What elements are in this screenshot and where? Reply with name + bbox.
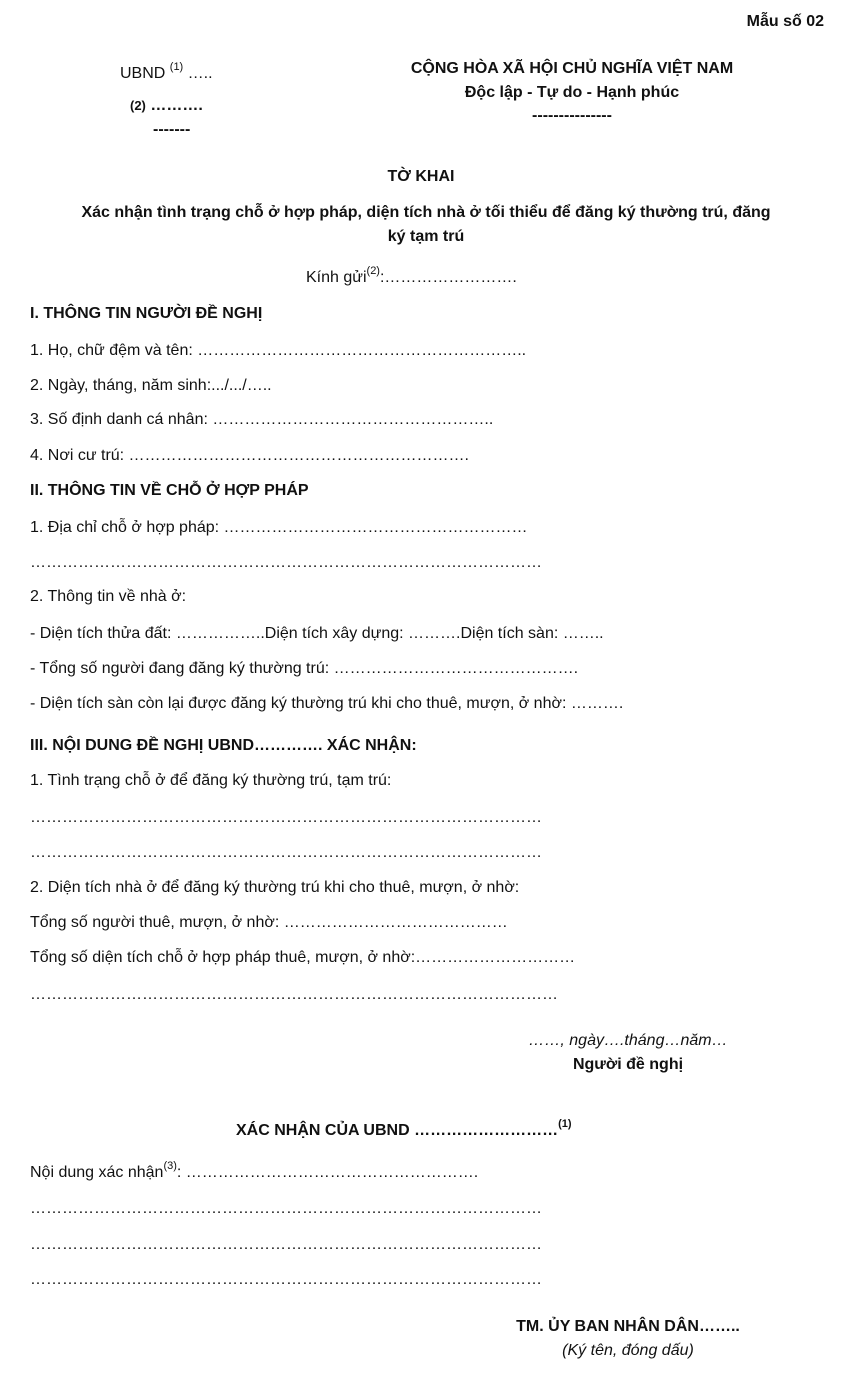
- confirmation-content-line: [30, 1159, 479, 1183]
- requester-signature-label: Người đề nghị: [572, 1056, 684, 1073]
- area-fields: - Diện tích thửa đất: ……………..Diện tích xây dựng: ……….Diện tích sàn: ……..: [30, 625, 604, 642]
- footnote-2-recipient: (2): [366, 264, 380, 277]
- footnote-1: (1): [169, 60, 184, 73]
- section2-heading: II. THÔNG TIN VỀ CHỖ Ở HỢP PHÁP: [30, 482, 309, 499]
- legal-address-field: 1. Địa chỉ chỗ ở hợp pháp: …………………………………………………: [30, 519, 528, 536]
- ubnd-prefix: UBND: [120, 65, 170, 82]
- confirmation-line3: ……………………………………………………………………………………: [30, 1271, 542, 1288]
- ubnd-suffix: …..: [183, 65, 213, 82]
- rental-area-label: 2. Diện tích nhà ở để đăng ký thường trú khi cho thuê, mượn, ở nhờ:: [30, 879, 520, 896]
- birth-date-field: 2. Ngày, tháng, năm sinh:.../.../…..: [30, 377, 272, 394]
- section3-heading: III. NỘI DUNG ĐỀ NGHỊ UBND…………. XÁC NHẬN:: [30, 737, 417, 754]
- footnote-3: (3): [163, 1159, 177, 1172]
- national-motto: Độc lập - Tự do - Hạnh phúc: [464, 84, 680, 101]
- full-name-field: 1. Họ, chữ đệm và tên: ……………………………………………………..: [30, 342, 527, 359]
- document-subtitle-line2: ký tạm trú: [387, 228, 465, 245]
- left-divider: -------: [153, 121, 191, 138]
- footnote-1-confirmation: (1): [558, 1117, 572, 1130]
- document-title: TỜ KHAI: [387, 168, 455, 185]
- recipient-label: Kính gửi: [306, 269, 367, 286]
- personal-id-field: 3. Số định danh cá nhân: ……………………………………………..: [30, 411, 494, 428]
- authority-label: TM. ỦY BAN NHÂN DÂN……..: [516, 1318, 740, 1335]
- form-number: Mẫu số 02: [746, 13, 824, 30]
- confirmation-heading: [236, 1117, 572, 1141]
- footnote-2: (2): [130, 98, 146, 113]
- confirmation-content-placeholder: : ……………………………………………….: [176, 1164, 479, 1181]
- ubnd-line: [120, 60, 213, 84]
- right-divider: ---------------: [532, 107, 612, 124]
- rental-people-field: Tổng số người thuê, mượn, ở nhờ: ……………………………………: [30, 914, 508, 931]
- document-subtitle-line1: Xác nhận tình trạng chỗ ở hợp pháp, diện tích nhà ở tối thiểu để đăng ký thường trú, đăng: [81, 204, 771, 221]
- rental-area-continuation: ………………………………………………………………………………………: [30, 986, 558, 1003]
- confirmation-heading-text: XÁC NHẬN CỦA UBND ………………………: [236, 1122, 559, 1139]
- registered-people-field: - Tổng số người đang đăng ký thường trú: ……………………………………….: [30, 660, 579, 677]
- remaining-area-field: - Diện tích sàn còn lại được đăng ký thường trú khi cho thuê, mượn, ở nhờ: ……….: [30, 695, 624, 712]
- residence-status-line2: ……………………………………………………………………………………: [30, 844, 542, 861]
- national-title: CỘNG HÒA XÃ HỘI CHỦ NGHĨA VIỆT NAM: [410, 60, 734, 77]
- unit-placeholder: ……….: [145, 97, 203, 114]
- date-line: ……, ngày….tháng…năm…: [528, 1032, 728, 1049]
- confirmation-content-label: Nội dung xác nhận: [30, 1164, 164, 1181]
- section1-heading: I. THÔNG TIN NGƯỜI ĐỀ NGHỊ: [30, 305, 263, 322]
- legal-address-continuation: ……………………………………………………………………………………: [30, 554, 542, 571]
- confirmation-line1: ……………………………………………………………………………………: [30, 1200, 542, 1217]
- authority-note: (Ký tên, đóng dấu): [562, 1342, 694, 1359]
- recipient-line: [306, 264, 517, 288]
- residence-field: 4. Nơi cư trú: ……………………………………………………….: [30, 447, 469, 464]
- housing-info-label: 2. Thông tin về nhà ở:: [30, 588, 187, 605]
- unit-line: [130, 96, 203, 116]
- recipient-placeholder: :…………………….: [379, 269, 517, 286]
- confirmation-line2: ……………………………………………………………………………………: [30, 1236, 542, 1253]
- rental-area-field: Tổng số diện tích chỗ ở hợp pháp thuê, mượn, ở nhờ:…………………………: [30, 949, 576, 966]
- residence-status-label: 1. Tình trạng chỗ ở để đăng ký thường trú, tạm trú:: [30, 772, 392, 789]
- residence-status-line1: ……………………………………………………………………………………: [30, 809, 542, 826]
